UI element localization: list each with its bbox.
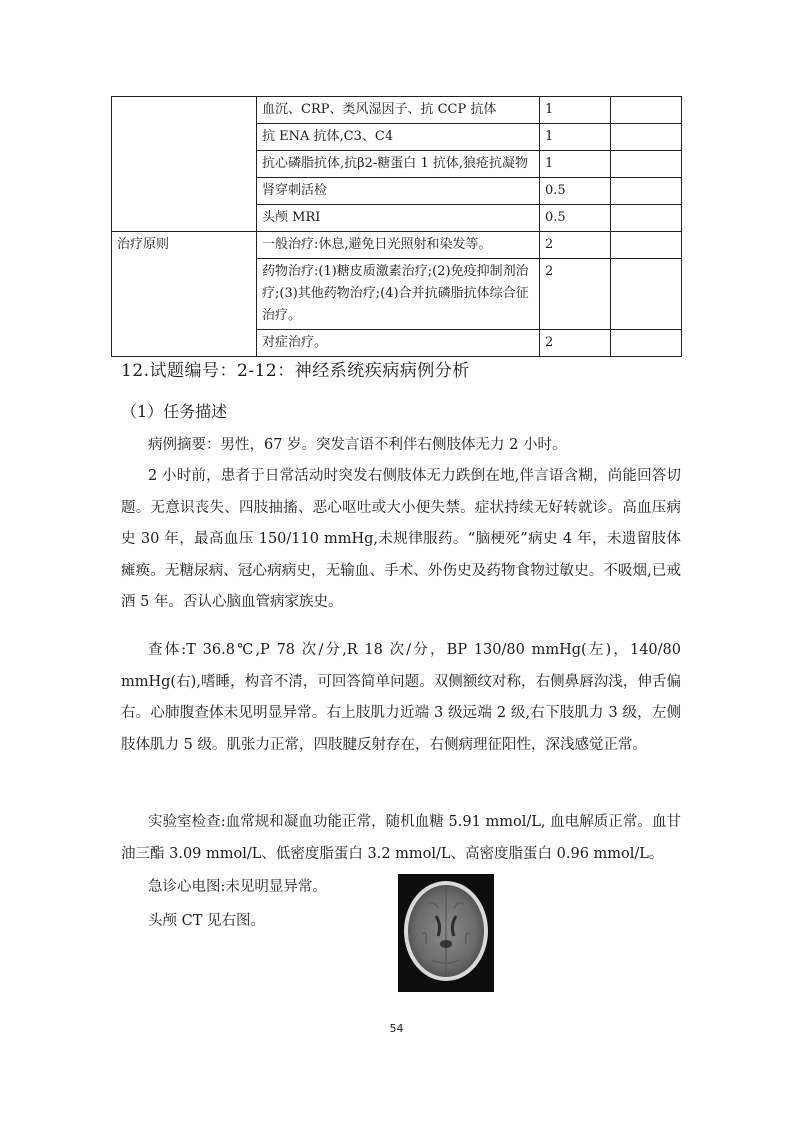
extra-cell (611, 97, 682, 124)
ecg-paragraph: 急诊心电图:未见明显异常。 (148, 879, 327, 895)
extra-cell (611, 178, 682, 205)
item-cell: 血沉、CRP、类风湿因子、抗 CCP 抗体 (257, 97, 540, 124)
score-cell: 1 (540, 151, 611, 178)
extra-cell (611, 205, 682, 232)
item-cell: 头颅 MRI (257, 205, 540, 232)
item-cell: 抗 ENA 抗体,C3、C4 (257, 124, 540, 151)
ct-paragraph: 头颅 CT 见右图。 (148, 913, 265, 929)
scoring-table (111, 96, 682, 357)
extra-cell (611, 124, 682, 151)
physical-exam-paragraph: 查体:T 36.8℃,P 78 次/分,R 18 次/分，BP 130/80 mmHg(左)，140/80 mmHg(右),嗜睡，构音不清，可回答简单问题。双侧额纹对称，右侧鼻唇沟浅，伸舌偏右。心肺腹查体未见明显异常。右上肢肌力近端 3 级远端 2 级,右下肢肌力 3 级，左侧肢体肌力 5 级。肌张力正常，四肢腱反射存在，右侧病理征阳性，深浅感觉正常。 (121, 642, 681, 753)
extra-cell (611, 232, 682, 259)
item-cell: 肾穿刺活检 (257, 178, 540, 205)
item-cell: 一般治疗:休息,避免日光照射和染发等。 (257, 232, 540, 259)
table-row (112, 97, 682, 124)
item-cell: 药物治疗:(1)糖皮质激素治疗;(2)免疫抑制剂治疗;(3)其他药物治疗;(4)合并抗磷脂抗体综合征治疗。 (257, 259, 540, 330)
history-paragraph: 2 小时前，患者于日常活动时突发右侧肢体无力跌倒在地,伴言语含糊，尚能回答切题。无意识丧失、四肢抽搐、恶心呕吐或大小便失禁。症状持续无好转就诊。高血压病史 30 年，最高血压 150/110 mmHg,未规律服药。“脑梗死”病史 4 年，未遗留肢体瘫痪。无糖尿病、冠心病病史，无输血、手术、外伤史及药物食物过敏史。不吸烟,已戒酒 5 年。否认心脑血管病家族史。 (121, 468, 681, 610)
score-cell: 1 (540, 97, 611, 124)
score-cell: 1 (540, 124, 611, 151)
item-cell: 对症治疗。 (257, 330, 540, 357)
extra-cell (611, 259, 682, 330)
section-subheading: （1）任务描述 (121, 402, 228, 421)
table-row (112, 232, 682, 259)
category-cell: 治疗原则 (112, 232, 257, 357)
lab-paragraph: 实验室检查:血常规和凝血功能正常，随机血糖 5.91 mmol/L, 血电解质正常。血甘油三酯 3.09 mmol/L、低密度脂蛋白 3.2 mmol/L、高密度脂蛋白 0.96 mmol/L。 (121, 814, 681, 862)
category-cell (112, 97, 257, 232)
score-cell: 2 (540, 330, 611, 357)
page-number: 54 (389, 1022, 404, 1035)
case-summary: 病例摘要：男性，67 岁。突发言语不利伴右侧肢体无力 2 小时。 (148, 437, 567, 453)
score-cell: 0.5 (540, 178, 611, 205)
score-cell: 0.5 (540, 205, 611, 232)
head-ct-image (398, 874, 494, 992)
extra-cell (611, 330, 682, 357)
item-cell: 抗心磷脂抗体,抗β2-糖蛋白 1 抗体,狼疮抗凝物 (257, 151, 540, 178)
score-cell: 2 (540, 259, 611, 330)
head-ct-scan-icon (398, 874, 494, 992)
score-cell: 2 (540, 232, 611, 259)
extra-cell (611, 151, 682, 178)
section-heading: 12.试题编号：2-12：神经系统疾病病例分析 (121, 361, 470, 381)
